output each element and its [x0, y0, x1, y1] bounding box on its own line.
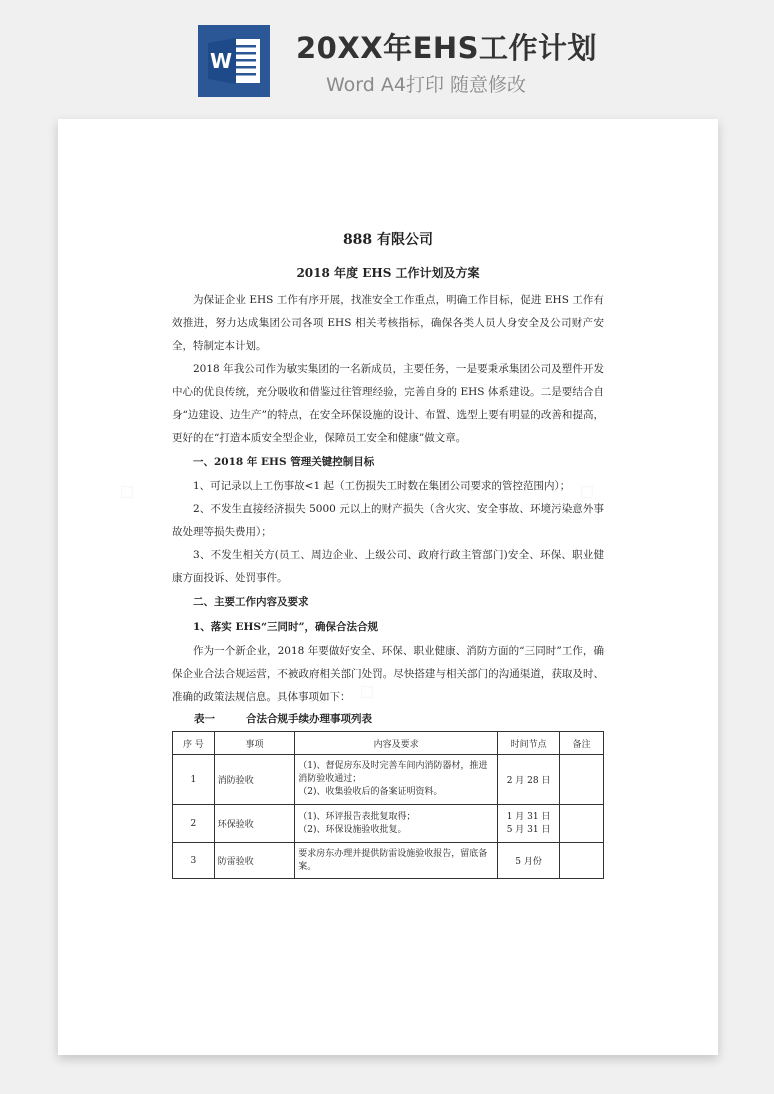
section-heading: 一、2018 年 EHS 管理关键控制目标 — [193, 456, 375, 468]
subsection-heading: 1、落实 EHS“三同时”，确保合法合规 — [193, 621, 379, 633]
section-heading: 二、主要工作内容及要求 — [193, 596, 309, 608]
column-header: 事项 — [214, 732, 294, 755]
cell-time: 1 月 31 日 5 月 31 日 — [498, 805, 560, 843]
column-header: 时间节点 — [498, 732, 560, 755]
banner — [0, 0, 774, 110]
cell-item: 防雷验收 — [214, 843, 294, 879]
document-content — [172, 229, 604, 879]
table-caption-text: 合法合规手续办理事项列表 — [246, 713, 372, 725]
column-header: 备注 — [560, 732, 604, 755]
watermark — [112, 476, 141, 506]
table-row — [173, 755, 604, 805]
cell-time: 5 月份 — [498, 843, 560, 879]
svg-text:W: W — [209, 49, 233, 73]
cell-item: 消防验收 — [214, 755, 294, 805]
cell-note — [560, 843, 604, 879]
procedures-table — [172, 731, 604, 879]
cell-requirement: （1)、督促房东及时完善车间内消防器材，推进消防验收通过； （2)、收集验收后的备案证明资料。 — [295, 755, 498, 805]
table-row — [173, 843, 604, 879]
column-header: 内容及要求 — [295, 732, 498, 755]
cell-no: 2 — [173, 805, 215, 843]
column-header: 序 号 — [173, 732, 215, 755]
cell-note — [560, 805, 604, 843]
cell-item: 环保验收 — [214, 805, 294, 843]
goal-item: 3、不发生相关方(员工、周边企业、上级公司、政府行政主管部门)安全、环保、职业健康方面投诉、处罚事件。 — [172, 549, 604, 584]
subsection-paragraph: 作为一个新企业，2018 年要做好安全、环保、职业健康、消防方面的“三同时”工作，确保企业合法合规运营，不被政府相关部门处罚。尽快搭建与相关部门的沟通渠道，获取及时、准确的政策法规信息。具体事项如下： — [172, 645, 604, 703]
goal-item: 2、不发生直接经济损失 5000 元以上的财产损失（含火灾、安全事故、环境污染意外事故处理等损失费用）； — [172, 503, 604, 538]
table-row — [173, 805, 604, 843]
table-caption-label: 表一 — [194, 713, 215, 725]
company-name: 888 有限公司 — [342, 232, 434, 248]
intro-paragraph: 2018 年我公司作为敏实集团的一名新成员，主要任务，一是要秉承集团公司及塑件开发中心的优良传统，充分吸收和借鉴过往管理经验，完善自身的 EHS 体系建设。二是要结合自身“边建设、边生产”的特点，在安全环保设施的设计、布置、选型上要有明显的改善和提高，更好的在“打造本质安全型企业，保障员工安全和健康”做文章。 — [172, 363, 604, 444]
table-caption — [194, 709, 604, 729]
cell-no: 3 — [173, 843, 215, 879]
cell-requirement: （1)、环评报告表批复取得； （2)、环保设施验收批复。 — [295, 805, 498, 843]
cell-no: 1 — [173, 755, 215, 805]
banner-subtitle: Word A4打印 随意修改 — [326, 74, 527, 96]
table-header-row — [173, 732, 604, 755]
word-doc-icon — [198, 25, 270, 97]
cell-note — [560, 755, 604, 805]
document-page — [58, 119, 718, 1055]
document-title: 2018 年度 EHS 工作计划及方案 — [296, 266, 480, 280]
goal-item: 1、可记录以上工伤事故<1 起（工伤损失工时数在集团公司要求的管控范围内）； — [193, 480, 571, 492]
intro-paragraph: 为保证企业 EHS 工作有序开展，找准安全工作重点，明确工作目标，促进 EHS 工作有效推进，努力达成集团公司各项 EHS 相关考核指标，确保各类人员人身安全及公司财产安全，特制定本计划。 — [172, 294, 604, 352]
cell-time: 2 月 28 日 — [498, 755, 560, 805]
cell-requirement: 要求房东办理并提供防雷设施验收报告，留底备案。 — [295, 843, 498, 879]
banner-title: 20XX年EHS工作计划 — [296, 31, 598, 65]
